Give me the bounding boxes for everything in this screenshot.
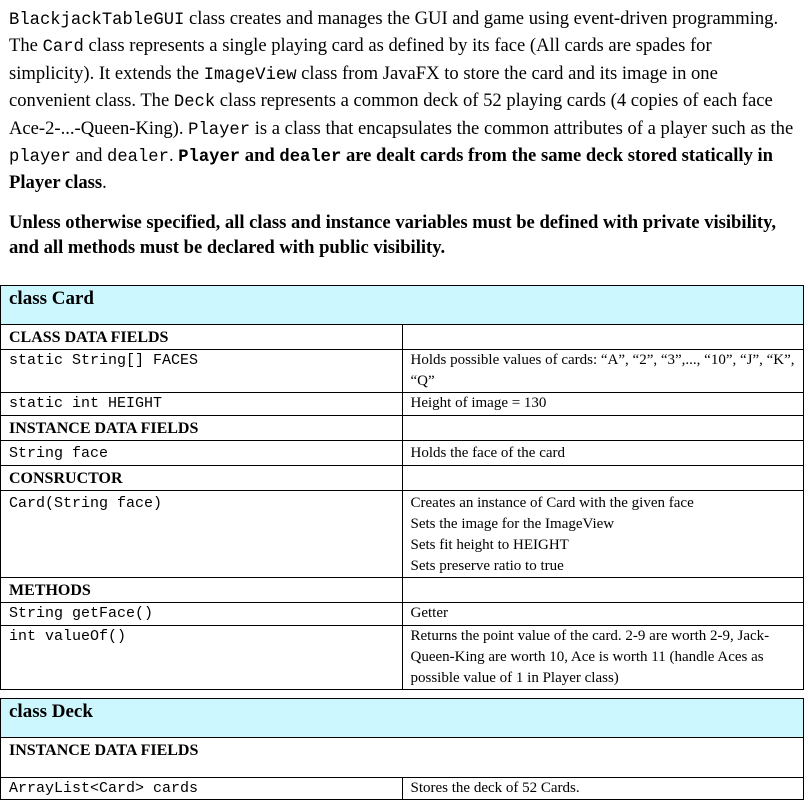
bold-code-player: Player — [178, 148, 241, 168]
intro-text-4: class represents a common deck of 52 playing cards (4 copies of each face Ace-2-...-Queen-King). — [9, 90, 773, 139]
intro-text-3: class from JavaFX to store the card and its image in one convenient class. The — [9, 62, 718, 112]
empty-cell — [402, 325, 804, 350]
table-row — [1, 325, 804, 350]
face-decl-text: String face — [9, 445, 109, 462]
table-row — [1, 738, 804, 778]
intro-text-1: class creates and manages the GUI and game using event-driven programming. The — [9, 8, 779, 57]
deck-table-header-row — [1, 699, 804, 738]
table-row — [1, 441, 804, 466]
table-row — [1, 578, 804, 603]
code-imageview: ImageView — [203, 65, 297, 85]
table-row — [1, 416, 804, 441]
table-row — [1, 491, 804, 578]
table-row — [1, 466, 804, 491]
empty-cell — [402, 416, 804, 441]
table-row — [1, 626, 804, 690]
code-player: Player — [188, 120, 251, 140]
code-blackjacktablegui: BlackjackTableGUI — [9, 11, 185, 30]
card-table-title: class Card — [1, 286, 804, 325]
field-desc-faces: Holds possible values of cards: “A”, “2”, “3”,..., “10”, “J”, “K”, “Q” — [402, 350, 804, 393]
deck-class-table — [0, 698, 804, 800]
empty-cell — [402, 578, 804, 603]
field-desc-height: Height of image = 130 — [402, 393, 804, 416]
deck-table-title: class Deck — [1, 699, 804, 738]
constructor-desc-line: Sets preserve ratio to true — [410, 558, 564, 574]
code-card: Card — [42, 38, 84, 58]
constructor-desc-line: Sets the image for the ImageView — [410, 516, 615, 532]
card-class-table — [0, 285, 804, 690]
valueof-decl-text: int valueOf() — [9, 628, 127, 645]
table-row — [1, 778, 804, 800]
constructor-desc — [402, 491, 804, 578]
intro-text-7: . — [168, 145, 179, 167]
intro-paragraph — [9, 6, 799, 196]
field-desc-cards: Stores the deck of 52 Cards. — [402, 778, 804, 800]
bold-text-rest: are dealt cards from the same deck stored statically in Player class — [9, 145, 774, 194]
constructor-decl-text: Card(String face) — [9, 495, 163, 512]
visibility-rule: Unless otherwise specified, all class and instance variables must be defined with private visibility, and all methods must be declared with public visibility. — [9, 212, 777, 259]
field-desc-face: Holds the face of the card — [402, 441, 804, 466]
method-desc-getface: Getter — [402, 603, 804, 626]
field-decl-height — [1, 393, 403, 416]
card-table-header-row — [1, 286, 804, 325]
bold-text-and: and — [240, 145, 280, 167]
height-decl-text: static int HEIGHT — [9, 395, 163, 412]
section-constructor: CONSRUCTOR — [1, 466, 403, 491]
cards-decl-text: ArrayList<Card> cards — [9, 780, 199, 797]
bold-code-dealer: dealer — [279, 148, 342, 168]
empty-cell — [402, 466, 804, 491]
table-row — [1, 603, 804, 626]
constructor-desc-line: Sets fit height to HEIGHT — [410, 537, 569, 553]
code-deck: Deck — [173, 93, 216, 113]
code-dealer: dealer — [107, 148, 169, 168]
section-deck-instance-data-fields: INSTANCE DATA FIELDS — [1, 738, 804, 778]
intro-text-6: and — [70, 145, 108, 167]
field-decl-cards — [1, 778, 403, 800]
method-decl-valueof — [1, 626, 403, 690]
intro-text-5: is a class that encapsulates the common attributes of a player such as the — [250, 117, 794, 139]
table-row — [1, 393, 804, 416]
method-decl-getface — [1, 603, 403, 626]
method-desc-valueof: Returns the point value of the card. 2-9 are worth 2-9, Jack-Queen-King are worth 10, Ace is worth 11 (handle Aces as possible value of 1 in Player class) — [402, 626, 804, 690]
constructor-desc-line: Creates an instance of Card with the given face — [410, 495, 694, 511]
constructor-decl — [1, 491, 403, 578]
code-player-lower: player — [9, 148, 71, 168]
field-decl-face — [1, 441, 403, 466]
intro-text-8: . — [102, 172, 107, 194]
table-row — [1, 350, 804, 393]
intro-text-2: class represents a single playing card as defined by its face (All cards are spades for simplicity). It extends the — [9, 35, 712, 84]
section-instance-data-fields: INSTANCE DATA FIELDS — [1, 416, 403, 441]
faces-decl-text: static String[] FACES — [9, 352, 199, 369]
getface-decl-text: String getFace() — [9, 605, 154, 622]
section-class-data-fields: CLASS DATA FIELDS — [1, 325, 403, 350]
field-decl-faces — [1, 350, 403, 393]
section-methods: METHODS — [1, 578, 403, 603]
